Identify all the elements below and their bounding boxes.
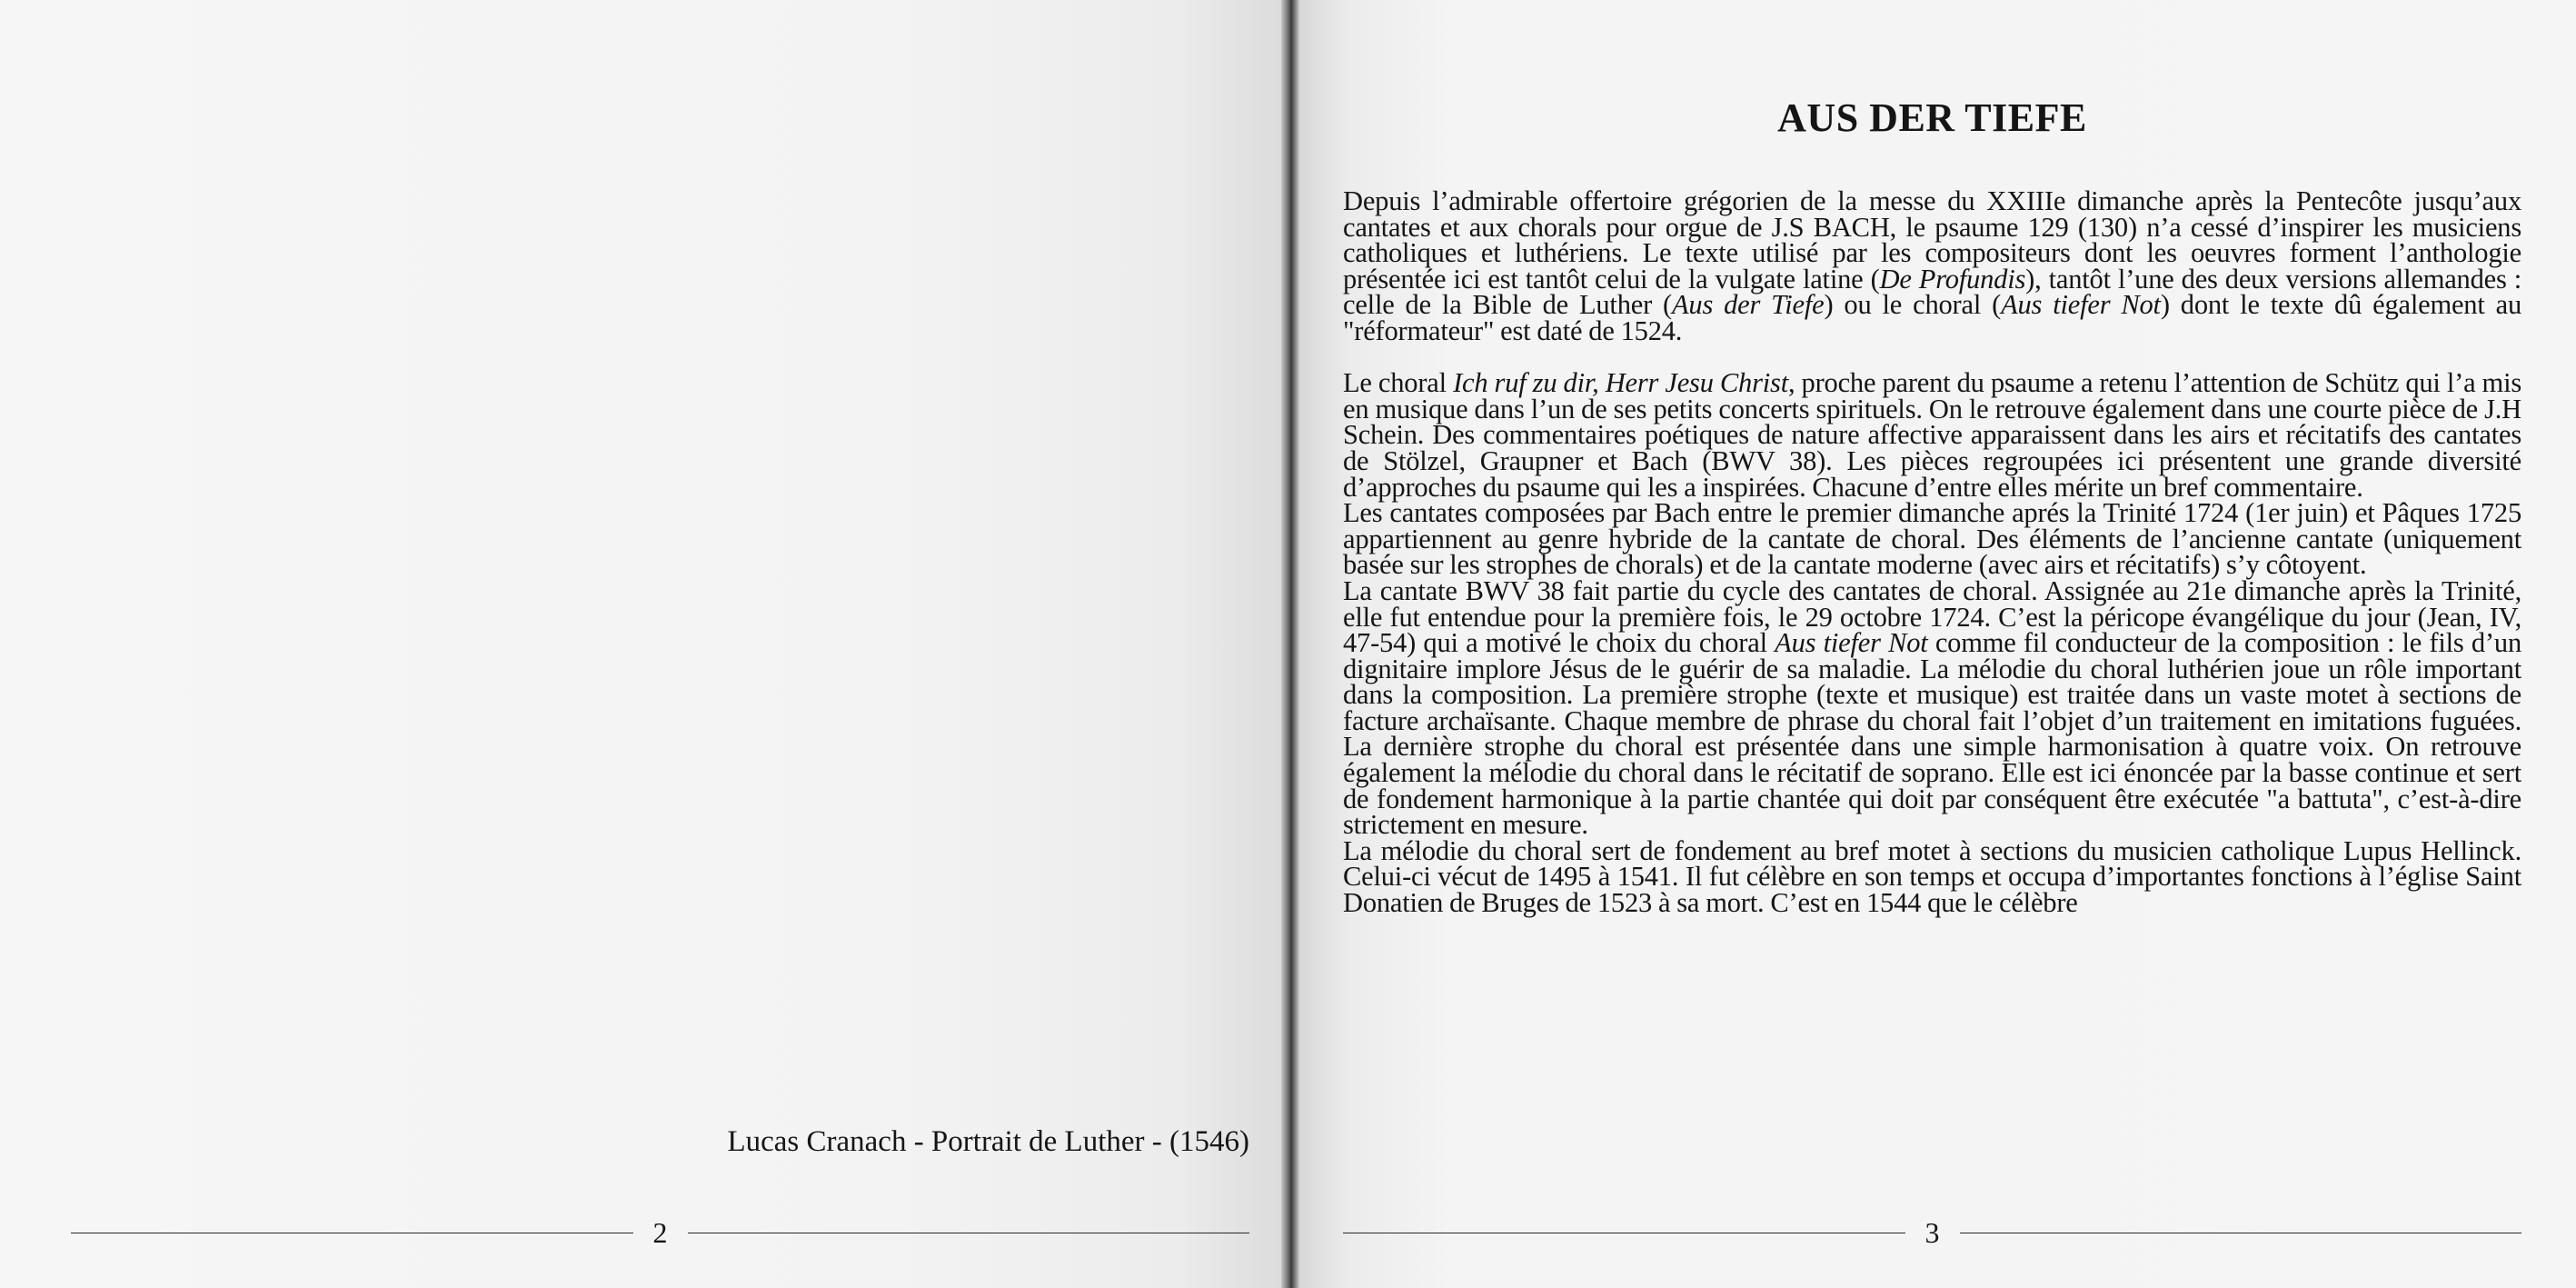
paragraph-bwv38 xyxy=(1343,574,2521,841)
italic-title-run: Aus der Tiefe xyxy=(1672,289,1825,321)
paragraph-intro xyxy=(1343,185,2522,346)
left-page xyxy=(0,0,1281,1288)
right-page xyxy=(1299,0,2576,1288)
text-run: ) ou le choral ( xyxy=(1824,289,2002,321)
page-title: AUS DER TIEFE xyxy=(1777,95,2087,140)
text-run: Le choral xyxy=(1343,367,1454,399)
portrait-caption: Lucas Cranach - Portrait de Luther - (1546) xyxy=(727,1125,1249,1158)
text-run: Depuis l’admirable offertoire grégorien de la messe du XXIIIe dimanche après la Pentecôte jusqu’aux cantates et aux chorals pour orgue de J.S BACH, le psaume 129 (130) n’a cessé d’inspirer les musiciens catholiques et luthériens. Le texte utilisé par les compositeurs dont les oeuvres forment l’anthologie présentée ici est tantôt celui de la vulgate latine ( xyxy=(1343,185,2521,295)
italic-title-run: De Profundis xyxy=(1879,263,2026,295)
text-run: La mélodie du choral sert de fondement au bref motet à sections du musicien catholique Lupus Hellinck. Celui-ci vécut de 1495 à 1541. Il fut célèbre en son temps et occupa d’importantes fonctions à l’église Saint Donatien de Bruges de 1523 à sa mort. C’est en 1544 que le célèbre xyxy=(1343,834,2521,919)
page-number-right: 3 xyxy=(1925,1216,1940,1249)
article-body xyxy=(1343,185,2522,919)
italic-title-run: Aus tiefer Not xyxy=(1775,627,1928,659)
text-run: ), tantôt l’une des deux versions allemandes : celle de la Bible de Luther ( xyxy=(1343,263,2521,321)
italic-title-run: Ich ruf zu dir, Herr Jesu Christ xyxy=(1453,367,1788,399)
italic-title-run: Aus tiefer Not xyxy=(2001,289,2161,321)
text-run: Les cantates composées par Bach entre le premier dimanche aprés la Trinité 1724 (1er juin) et Pâques 1725 appartiennent au genre hybride de la cantate de choral. Des éléments de l’ancienne cantate (uniquement basée sur les strophes de chorals) et de la cantate moderne (avec airs et récitatifs) s’y côtoyent. xyxy=(1343,497,2521,581)
text-run: La cantate BWV 38 fait partie du cycle des cantates de choral. Assignée au 21e dimanche après la Trinité, elle fut entendue pour la première fois, le 29 octobre 1724. C’est la péricope évangélique du jour (Jean, IV, 47-54) qui a motivé le choix du choral xyxy=(1343,574,2521,659)
book-spine xyxy=(1281,0,1299,1288)
paragraph-choral xyxy=(1343,367,2522,503)
text-run: , proche parent du psaume a retenu l’attention de Schütz qui l’a mis en musique dans l’un de ses petits concerts spirituels. On le retrouve également dans une courte pièce de J.H Schein. Des commentaires poétiques de nature affective apparaissent dans les airs et récitatifs des cantates de Stölzel, Graupner et Bach (BWV 38). Les pièces regroupées ici présentent une grande diversité d’approches du psaume qui les a inspirées. Chacune d’entre elles mérite un bref commentaire. xyxy=(1343,367,2522,503)
paragraph-hellinck xyxy=(1343,834,2521,919)
page-number-left: 2 xyxy=(652,1216,668,1249)
text-run: ) dont le texte dû également au "réformateur" est daté de 1524. xyxy=(1343,289,2522,346)
left-page-footer xyxy=(71,1214,1249,1251)
text-run: comme fil conducteur de la composition : le fils d’un dignitaire implore Jésus de le guérir de sa maladie. La mélodie du choral luthérien joue un rôle important dans la composition. La première strophe (texte et musique) est traitée dans un vaste motet à sections de facture archaïsante. Chaque membre de phrase du choral fait l’objet d’un traitement en imitations fuguées. La dernière strophe du choral est présentée dans une simple harmonisation à quatre voix. On retrouve également la mélodie du choral dans le récitatif de soprano. Elle est ici énoncée par la basse continue et sert de fondement harmonique à la partie chantée qui doit par conséquent être exécutée "a battuta", c’est-à-dire strictement en mesure. xyxy=(1343,627,2521,841)
paragraph-cantates xyxy=(1343,497,2521,581)
right-page-footer xyxy=(1343,1214,2521,1251)
